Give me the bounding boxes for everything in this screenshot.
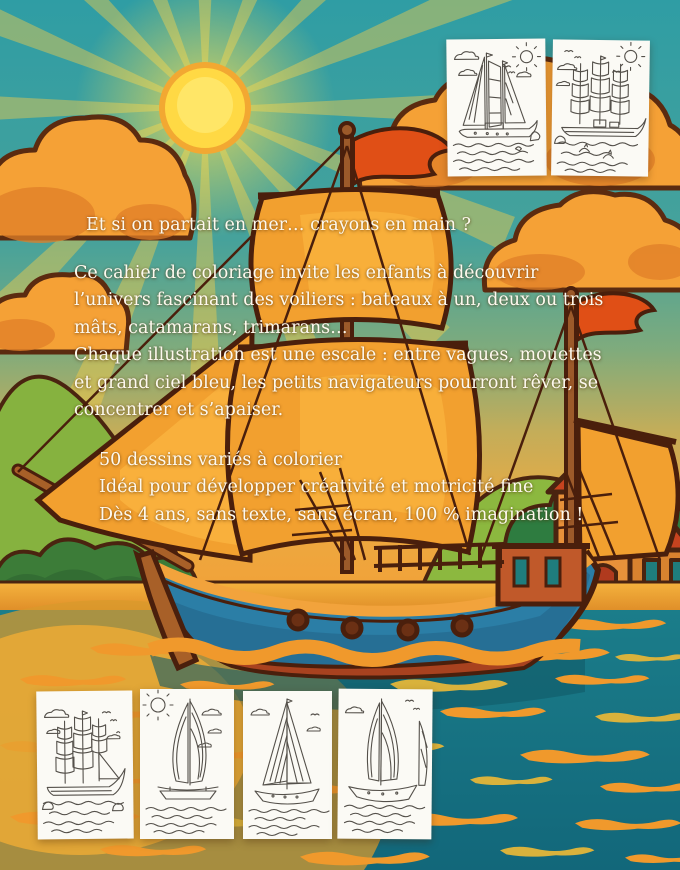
coloring-page-thumbnail [36, 691, 134, 840]
coloring-page-thumbnail [551, 39, 650, 176]
coloring-page-thumbnail [243, 691, 332, 839]
feature-list [99, 447, 583, 529]
tall-ship-line-art [36, 691, 134, 840]
coloring-page-thumbnail [337, 689, 432, 840]
description-line: mâts, catamarans, trimarans… [74, 317, 348, 338]
feature-line: Idéal pour développer créativité et motricité fine [99, 477, 534, 498]
description [74, 260, 603, 424]
catamaran-line-art [140, 689, 234, 839]
stern-cabin [498, 546, 584, 604]
tall-ship-line-art [551, 39, 650, 176]
tagline: Et si on partait en mer… crayons en main ? [86, 215, 471, 235]
coloring-page-thumbnail [140, 689, 234, 839]
description-line: Chaque illustration est une escale : entre vagues, mouettes [74, 345, 602, 366]
description-line: l’univers fascinant des voiliers : bateaux à un, deux ou trois [74, 290, 604, 311]
feature-line: 50 dessins variés à colorier [99, 450, 343, 470]
sloop-line-art [243, 691, 332, 839]
schooner-line-art [446, 38, 546, 176]
coloring-page-thumbnail [446, 38, 546, 176]
sailboat-line-art [337, 689, 432, 840]
feature-line: Dès 4 ans, sans texte, sans écran, 100 % imagination ! [99, 504, 584, 525]
description-line: et grand ciel bleu, les petits navigateurs pourront rêver, se [74, 372, 599, 393]
description-line: concentrer et s’apaiser. [74, 400, 284, 421]
description-line: Ce cahier de coloriage invite les enfants à découvrir [74, 263, 539, 283]
